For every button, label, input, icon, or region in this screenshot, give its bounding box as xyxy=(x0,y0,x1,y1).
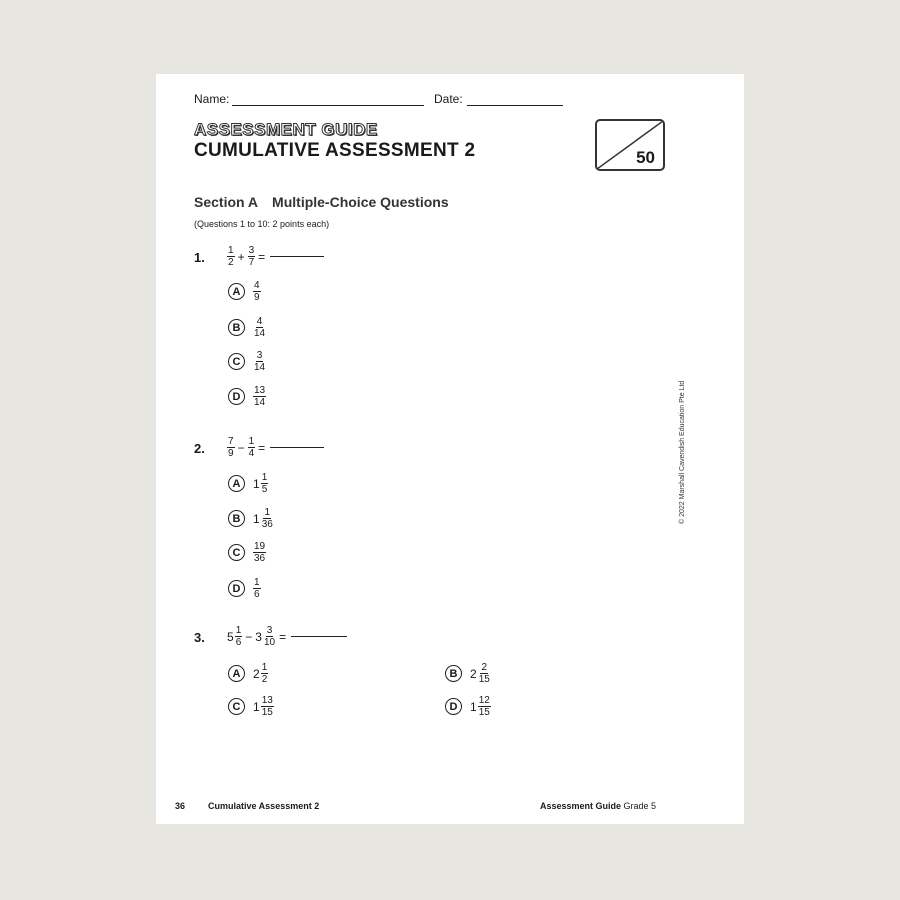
question-3-option-a[interactable]: A 2 $\frac{1}{2}$ xyxy=(228,662,268,685)
question-2-option-a[interactable]: A 1 $\frac{1}{5}$ xyxy=(228,472,268,495)
question-2-option-b[interactable]: B 1 $\frac{1}{36}$ xyxy=(228,507,274,530)
fraction: $\frac{1}{6}$ xyxy=(235,625,242,648)
question-number: 2. xyxy=(194,441,205,456)
question-number: 3. xyxy=(194,630,205,645)
option-circle[interactable]: C xyxy=(228,353,245,370)
option-circle[interactable]: B xyxy=(228,510,245,527)
footer-page-number: 36 xyxy=(175,801,186,811)
score-box xyxy=(595,119,665,171)
option-circle[interactable]: D xyxy=(228,388,245,405)
option-circle[interactable]: B xyxy=(445,665,462,682)
answer-blank[interactable] xyxy=(270,256,324,257)
question-1-option-d[interactable]: D $\frac{13}{14}$ xyxy=(228,385,266,408)
question-1-expression: $\frac{1}{2}$ + $\frac{3}{7}$ = xyxy=(227,245,324,268)
question-3-option-c[interactable]: C 1 $\frac{13}{15}$ xyxy=(228,695,274,718)
question-number: 1. xyxy=(194,250,205,265)
answer-blank[interactable] xyxy=(270,447,324,448)
fraction: $\frac{7}{9}$ xyxy=(228,436,234,459)
footer-book-info: Assessment Guide Grade 5 xyxy=(540,801,657,811)
fraction: $\frac{3}{7}$ xyxy=(248,245,255,268)
copyright-note: © 2022 Marshall Cavendish Education Pte Ltd xyxy=(679,380,686,524)
option-circle[interactable]: C xyxy=(228,698,245,715)
question-1-option-a[interactable]: A $\frac{4}{9}$ xyxy=(228,280,261,303)
option-circle[interactable]: B xyxy=(228,319,245,336)
worksheet-page xyxy=(156,74,744,824)
question-3-expression: 5 $\frac{1}{6}$ − 3 $\frac{3}{10}$ = xyxy=(227,625,347,648)
option-circle[interactable]: D xyxy=(228,580,245,597)
question-1-option-b[interactable]: B $\frac{4}{14}$ xyxy=(228,316,266,339)
question-3-option-d[interactable]: D 1 $\frac{12}{15}$ xyxy=(445,695,491,718)
section-heading xyxy=(194,194,449,210)
footer-title: Cumulative Assessment 2 xyxy=(208,801,320,811)
page-title: CUMULATIVE ASSESSMENT 2 xyxy=(194,140,476,161)
section-label: Section A xyxy=(194,194,259,210)
option-circle[interactable]: A xyxy=(228,475,245,492)
question-1-option-c[interactable]: C $\frac{3}{14}$ xyxy=(228,350,266,373)
question-2-expression: $\frac{7}{9}$ − $\frac{1}{4}$ = xyxy=(227,436,324,459)
section-title: Multiple-Choice Questions xyxy=(272,194,449,210)
assessment-guide-logo: ASSESSMENT GUIDE xyxy=(194,120,378,139)
option-circle[interactable]: C xyxy=(228,544,245,561)
score-total: 50 xyxy=(636,148,655,167)
question-2-option-c[interactable]: C $\frac{19}{36}$ xyxy=(228,541,266,564)
question-3-option-b[interactable]: B 2 $\frac{2}{15}$ xyxy=(445,662,491,685)
date-label: Date: xyxy=(434,92,463,106)
fraction: $\frac{3}{10}$ xyxy=(263,625,276,648)
option-circle[interactable]: A xyxy=(228,665,245,682)
date-line xyxy=(467,105,563,106)
option-circle[interactable]: D xyxy=(445,698,462,715)
answer-blank[interactable] xyxy=(291,636,347,637)
fraction: $\frac{1}{2}$ xyxy=(228,245,234,268)
section-note: (Questions 1 to 10: 2 points each) xyxy=(194,219,330,229)
fraction: $\frac{1}{4}$ xyxy=(248,436,255,459)
name-line xyxy=(232,105,424,106)
question-2-option-d[interactable]: D $\frac{1}{6}$ xyxy=(228,577,261,600)
option-circle[interactable]: A xyxy=(228,283,245,300)
name-label: Name: xyxy=(194,92,230,106)
